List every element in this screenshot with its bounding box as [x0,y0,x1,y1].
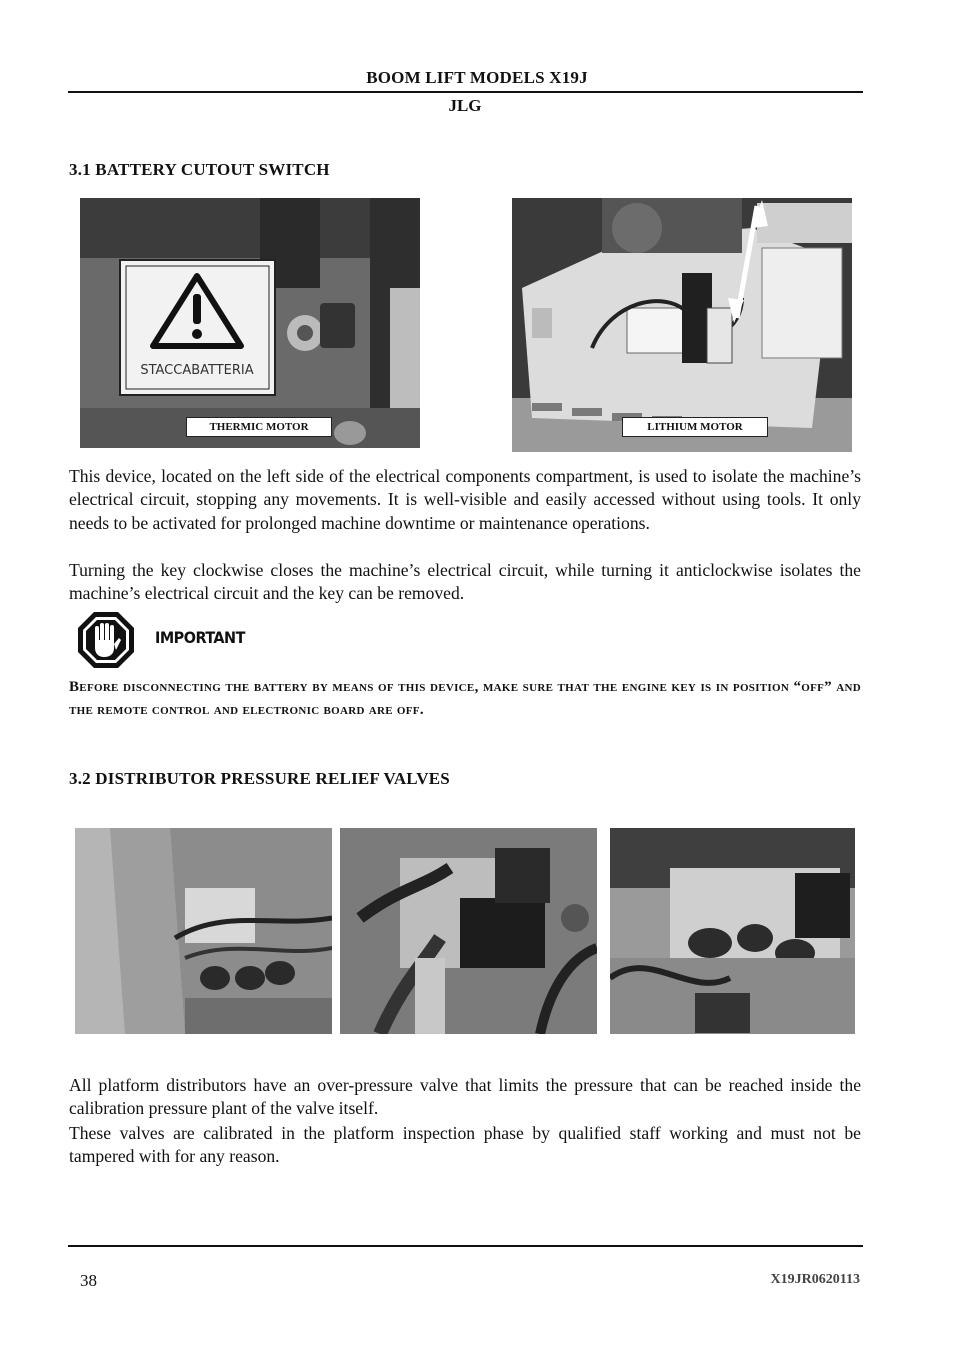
key-operation-description: Turning the key clockwise closes the machine’s electrical circuit, while turning it anticlockwise isolates the machine’s electrical circuit and the key can be removed. [69,560,861,604]
footer-divider [68,1245,863,1247]
important-warning-text: Before disconnecting the battery by means of this device, make sure that the engine key is in position “off” and the remote control and electronic board are off. [69,679,861,718]
distributor-photo-2 [340,828,597,1034]
document-title: BOOM LIFT MODELS X19J [366,68,588,87]
overpressure-valve-description: All platform distributors have an over-pressure valve that limits the pressure that can be reached inside the calibration pressure plant of the valve itself. [69,1075,861,1119]
page-number: 38 [80,1271,97,1290]
distributor-photo-1 [75,828,332,1034]
lithium-motor-photo [512,198,852,452]
document-code: X19JR0620113 [770,1272,860,1287]
thermic-motor-photo [80,198,420,448]
header-divider [68,91,863,93]
brand-name: JLG [448,96,482,115]
sticker-text: STACCABATTERIA [140,363,254,378]
valve-calibration-note: These valves are calibrated in the platform inspection phase by qualified staff working and must not be tampered with for any reason. [69,1123,861,1167]
photo-caption-thermic-motor: THERMIC MOTOR [186,417,332,437]
photo-caption-lithium-motor: LITHIUM MOTOR [622,417,768,437]
stop-hand-icon [76,610,136,670]
battery-switch-description: This device, located on the left side of the electrical components compartment, is used to isolate the machine’s electrical circuit, stopping any movements. It is well-visible and easily accessed without using tools. It only needs to be activated for prolonged machine downtime or maintenance operations. [69,466,861,533]
important-label: IMPORTANT [155,628,245,647]
section-heading-battery-cutout: 3.1 BATTERY CUTOUT SWITCH [69,160,330,179]
section-heading-pressure-relief: 3.2 DISTRIBUTOR PRESSURE RELIEF VALVES [69,769,450,788]
distributor-photo-3 [610,828,855,1034]
